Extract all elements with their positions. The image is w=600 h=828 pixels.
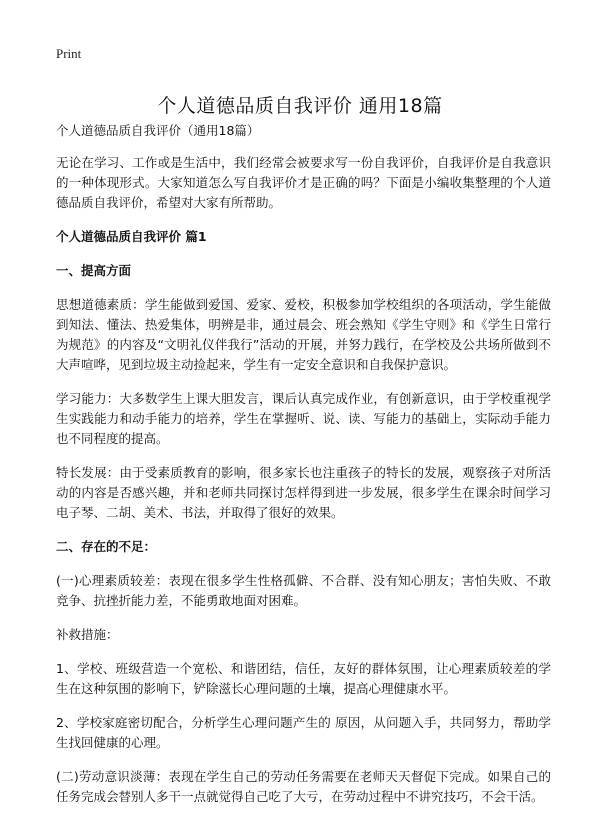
section-title: 个人道德品质自我评价 篇1 bbox=[56, 229, 207, 244]
remedy-label: 补救措施： bbox=[56, 627, 119, 642]
paragraph-learning-ability: 学习能力：大多数学生上课大胆发言，课后认真完成作业，有创新意识，由于学校重视学生实践能力和动手能力的培养，学生在掌握听、说、读、写能力的基础上，实际动手能力也不同程度的提高。 bbox=[56, 391, 551, 446]
remedy-item-1: 1、学校、班级营造一个宽松、和谐团结，信任，友好的群体氛围，让心理素质较差的学生在这种氛围的影响下，铲除滋长心理问题的土壤，提高心理健康水平。 bbox=[56, 661, 551, 696]
document-title: 个人道德品质自我评价 通用18篇 bbox=[157, 94, 443, 117]
heading-improvement: 一、提高方面 bbox=[56, 263, 132, 278]
remedy-item-2: 2、学校家庭密切配合，分析学生心理问题产生的 原因，从问题入手，共同努力，帮助学生找回健康的心理。 bbox=[56, 715, 551, 750]
document-subtitle: 个人道德品质自我评价（通用18篇） bbox=[56, 123, 260, 138]
intro-paragraph: 无论在学习、工作或是生活中，我们经常会被要求写一份自我评价，自我评价是自我意识的一种体现形式。大家知道怎么写自我评价才是正确的吗？下面是小编收集整理的个人道德品质自我评价，希望对大家有所帮助。 bbox=[56, 155, 551, 210]
heading-shortcomings: 二、存在的不足： bbox=[56, 539, 157, 554]
paragraph-psychological-quality: (一)心理素质较差：表现在很多学生性格孤僻、不合群、没有知心朋友；害怕失败、不敢竞争、抗挫折能力差，不能勇敢地面对困难。 bbox=[56, 573, 551, 608]
paragraph-talent-development: 特长发展：由于受素质教育的影响，很多家长也注重孩子的特长的发展，观察孩子对所活动的内容是否感兴趣，并和老师共同探讨怎样得到进一步发展，很多学生在课余时间学习电子琴、二胡、美术、书法，并取得了很好的效果。 bbox=[56, 465, 551, 520]
paragraph-moral-quality: 思想道德素质：学生能做到爱国、爱家、爱校，积极参加学校组织的各项活动，学生能做到知法、懂法、热爱集体，明辨是非，通过晨会、班会熟知《学生守则》和《学生日常行为规范》的内容及“文明礼仪伴我行”活动的开展，并努力践行，在学校及公共场所做到不大声喧哗，见到垃圾主动捡起来，学生有一定安全意识和自我保护意识。 bbox=[56, 297, 551, 372]
print-label: Print bbox=[56, 46, 82, 61]
document-body bbox=[56, 121, 551, 821]
paragraph-labor-awareness: (二)劳动意识淡薄：表现在学生自己的劳动任务需要在老师天天督促下完成。如果自己的任务完成会替别人多干一点就觉得自己吃了大亏，在劳动过程中不讲究技巧，不会干活。 bbox=[56, 769, 551, 804]
